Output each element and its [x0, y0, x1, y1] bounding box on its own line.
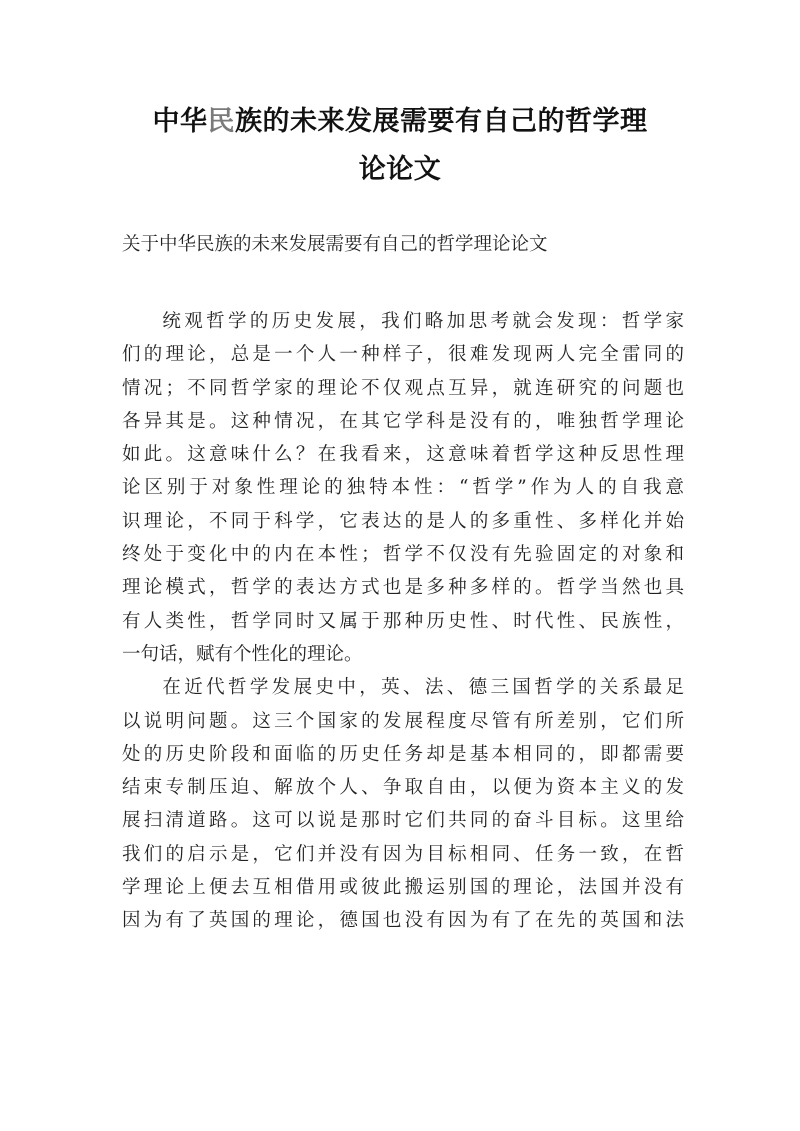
paragraph-line: 处的历史阶段和面临的历史任务却是基本相同的，即都需要 [122, 743, 684, 765]
paragraph-line: 展扫清道路。这可以说是那时它们共同的奋斗目标。这里给 [122, 810, 684, 832]
paragraph-line: 识理论，不同于科学，它表达的是人的多重性、多样化并始 [122, 510, 684, 532]
document-subtitle: 关于中华民族的未来发展需要有自己的哲学理论论文 [122, 234, 548, 255]
paragraph-line: 论区别于对象性理论的独特本性：“哲学”作为人的自我意 [122, 477, 684, 499]
paragraph-line: 一句话，赋有个性化的理论。 [122, 643, 363, 665]
paragraph-line: 统观哲学的历史发展，我们略加思考就会发现：哲学家 [159, 311, 684, 332]
document-body [122, 305, 684, 938]
paragraph-line: 我们的启示是，它们并没有因为目标相同、任务一致，在哲 [122, 843, 684, 865]
paragraph-line: 以说明问题。这三个国家的发展程度尽管有所差别，它们所 [122, 710, 684, 732]
title-line-2: 论论文 [358, 154, 442, 185]
title-part-1: 中华 [152, 106, 208, 137]
paragraph-line: 终处于变化中的内在本性；哲学不仅没有先验固定的对象和 [122, 544, 684, 566]
paragraph-line: 各异其是。这种情况，在其它学科是没有的，唯独哲学理论 [122, 410, 684, 432]
paragraph-line: 有人类性，哲学同时又属于那种历史性、时代性、民族性， [122, 610, 684, 632]
title-highlight-char: 民 [207, 106, 235, 137]
paragraph-line: 学理论上便去互相借用或彼此搬运别国的理论，法国并没有 [122, 877, 684, 899]
paragraph-line: 们的理论，总是一个人一种样子，很难发现两人完全雷同的 [122, 344, 684, 366]
title-part-2: 族的未来发展需要有自己的哲学理 [235, 106, 648, 137]
paragraph-line: 理论模式，哲学的表达方式也是多种多样的。哲学当然也具 [122, 577, 684, 599]
paragraph-1 [122, 305, 684, 671]
paragraph-line: 如此。这意味什么？在我看来，这意味着哲学这种反思性理 [122, 444, 684, 466]
paragraph-line: 结束专制压迫、解放个人、争取自由，以便为资本主义的发 [122, 777, 684, 799]
paragraph-line: 因为有了英国的理论，德国也没有因为有了在先的英国和法 [122, 910, 684, 932]
paragraph-line: 情况；不同哲学家的理论不仅观点互异，就连研究的问题也 [122, 377, 684, 399]
paragraph-2 [122, 671, 684, 937]
document-title [120, 98, 680, 194]
paragraph-line: 在近代哲学发展史中，英、法、德三国哲学的关系最足 [159, 677, 684, 699]
